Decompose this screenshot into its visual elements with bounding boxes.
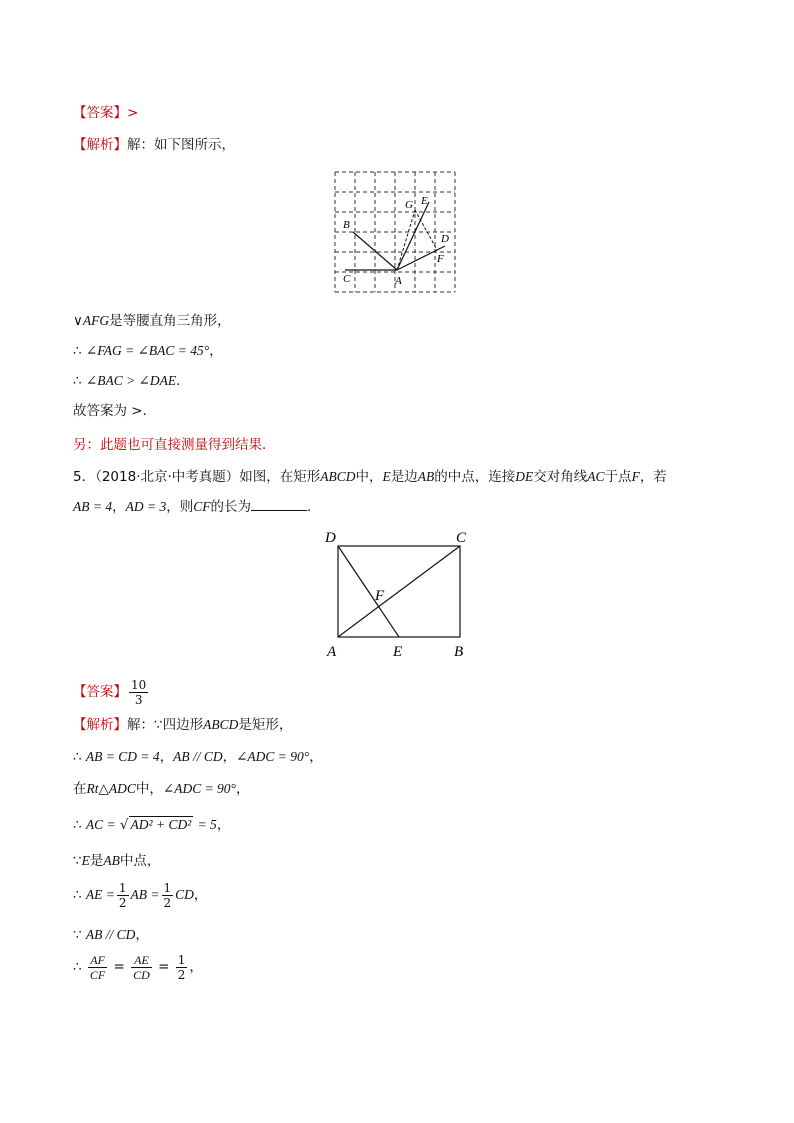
- label-c: C: [343, 273, 351, 285]
- q5-step5: ∵E是AB中点，: [73, 853, 161, 869]
- answer-label: 【答案】: [73, 105, 127, 121]
- label-f: F: [375, 588, 385, 604]
- q5-step2: ∴ AB = CD = 4，AB // CD，∠ADC = 90°，: [73, 749, 323, 765]
- label-b: B: [454, 644, 464, 660]
- label-d: D: [441, 233, 449, 245]
- label-a: A: [327, 644, 337, 660]
- q4-answer-line: [73, 104, 138, 122]
- label-d: D: [325, 530, 336, 546]
- label-c: C: [456, 530, 467, 546]
- rect-figure: [322, 528, 472, 663]
- q4-line2: ∴ ∠BAC > ∠DAE．: [73, 373, 190, 389]
- segment-de: [338, 546, 399, 637]
- triangle-name: AFG: [82, 313, 110, 328]
- answer-value: >: [127, 105, 139, 121]
- analysis-text: 解：如下图所示，: [127, 137, 235, 153]
- q4-analysis-line: [73, 136, 235, 154]
- grid-figure: [333, 170, 457, 294]
- label-f: F: [437, 253, 444, 265]
- q4-triangle-line: ∨AFG是等腰直角三角形，: [73, 313, 231, 329]
- label-e: E: [421, 195, 428, 207]
- q5-step6: ∴ AE = $\frac{1}{2}$ AB = $\frac{1}{2}$ CD，: [73, 881, 208, 910]
- q4-note: 另：此题也可直接测量得到结果．: [73, 437, 276, 453]
- analysis-label: 【解析】: [73, 137, 127, 153]
- q5-step4: ∴ AC = √ AD² + CD² = 5，: [73, 817, 231, 833]
- label-g: G: [405, 199, 413, 211]
- q5-stem-line2: AB = 4，AD = 3，则CF的长为 ．: [73, 499, 321, 515]
- q5-analysis-line: 【解析】解：∵四边形ABCD是矩形，: [73, 717, 293, 733]
- answer-fraction: $\frac{10}{3}$: [131, 678, 147, 707]
- diagonal-ac: [338, 546, 460, 637]
- q5-stem-line1: 5．（2018·北京·中考真题）如图，在矩形ABCD中，E是边AB的中点，连接DE交对角线AC于点F，若: [73, 469, 667, 485]
- q4-line1: ∴ ∠FAG = ∠BAC = 45°，: [73, 343, 223, 359]
- label-a: A: [395, 275, 402, 287]
- q4-final: 故答案为 >.: [73, 403, 147, 419]
- q5-answer-line: 【答案】 $\frac{10}{3}$: [73, 678, 147, 707]
- label-b: B: [343, 219, 350, 231]
- answer-blank: [251, 498, 307, 511]
- label-e: E: [393, 644, 403, 660]
- q5-step7: ∵ AB // CD，: [73, 927, 149, 943]
- q5-step3: 在Rt△ADC中，∠ADC = 90°，: [73, 781, 250, 797]
- q5-step8: ∴ $\frac{AF}{CF}$ = $\frac{AE}{CD}$ = $\frac{1}{2}$ ，: [73, 953, 203, 982]
